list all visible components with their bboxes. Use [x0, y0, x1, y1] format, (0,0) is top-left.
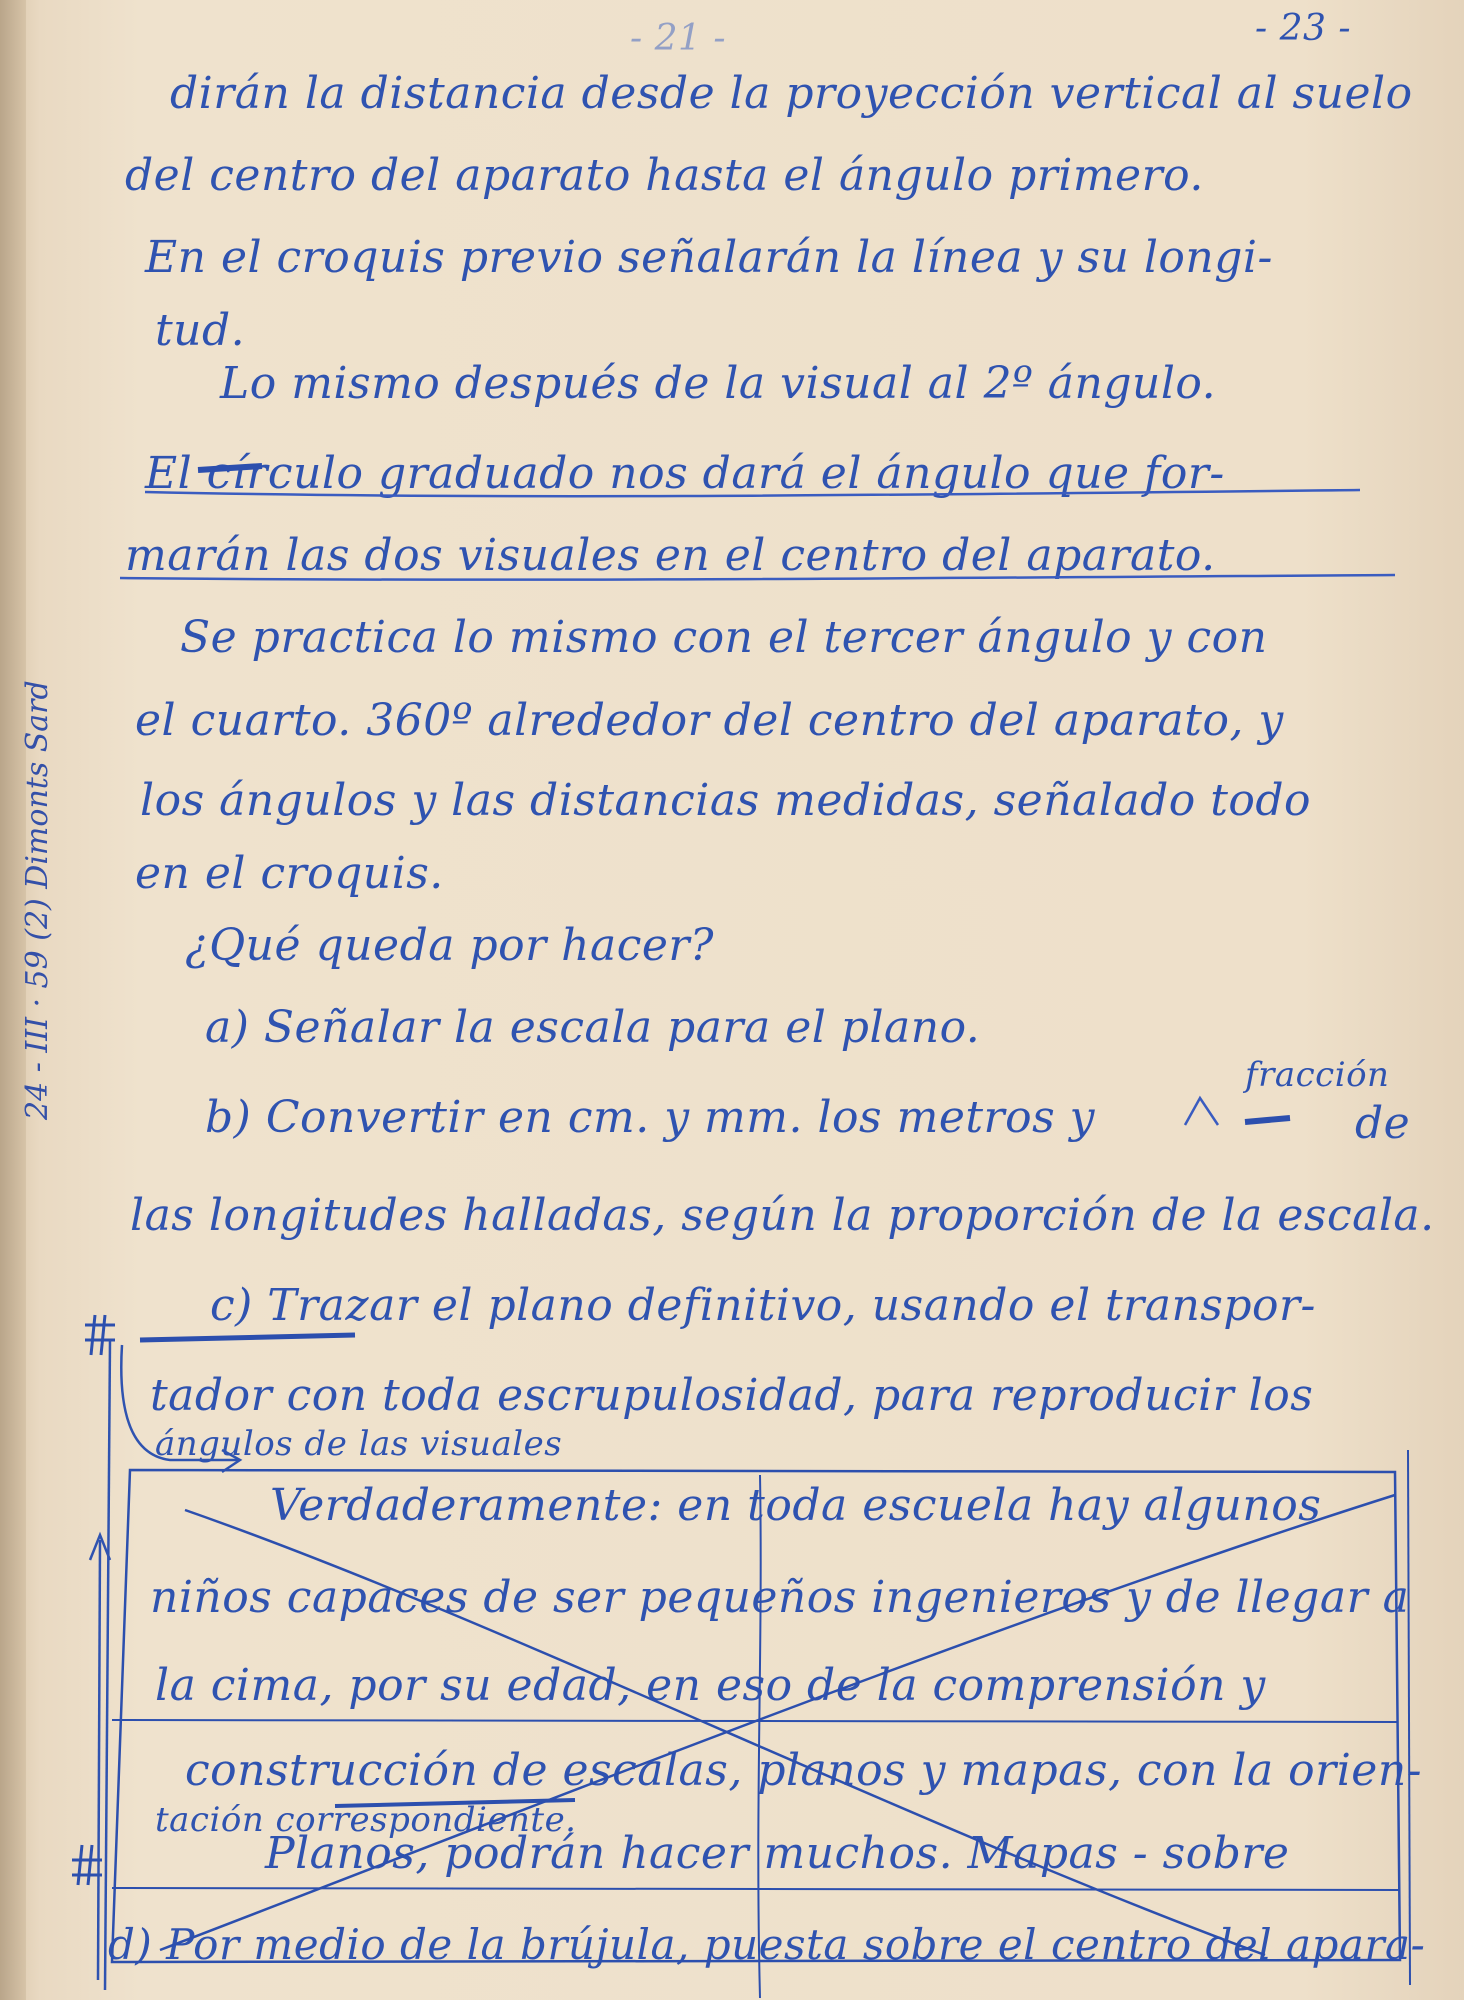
- margin-date-note: 24 - III · 59 (2) Dimonts Sard: [20, 680, 55, 1120]
- text-line: construcción de escalas, planos y mapas, con la orien-: [185, 1745, 1423, 1796]
- text-line: tación correspondiente.: [155, 1800, 577, 1840]
- cancel-box-divider: [112, 1888, 1400, 1890]
- text-line: tador con toda escrupulosidad, para reproducir los: [150, 1370, 1314, 1421]
- text-line: b) Convertir en cm. y mm. los metros y: [205, 1092, 1095, 1143]
- arrow-line: [98, 1540, 100, 1980]
- text-line: niños capaces de ser pequeños ingenieros y de llegar a: [150, 1572, 1410, 1623]
- text-line: En el croquis previo señalarán la línea y su longi-: [145, 232, 1273, 283]
- text-line: d) Por medio de la brújula, puesta sobre el centro del apara-: [108, 1920, 1426, 1969]
- text-line: ángulos de las visuales: [155, 1424, 563, 1464]
- cancel-box-divider: [758, 1475, 760, 1998]
- text-line: c) Trazar el plano definitivo, usando el transpor-: [210, 1280, 1316, 1331]
- cancel-box-divider: [1408, 1450, 1410, 1985]
- underline-mark: [145, 490, 1360, 496]
- text-line: el cuarto. 360º alrededor del centro del aparato, y: [135, 695, 1284, 746]
- strike-mark: [1245, 1118, 1290, 1122]
- text-line: ¿Qué queda por hacer?: [185, 920, 715, 971]
- text-line: Se practica lo mismo con el tercer ángulo y con: [180, 612, 1268, 663]
- text-line: del centro del aparato hasta el ángulo primero.: [125, 150, 1204, 201]
- page-number: - 23 -: [1255, 8, 1352, 49]
- strike-mark: [140, 1335, 355, 1340]
- text-line: las longitudes halladas, según la proporción de la escala.: [130, 1190, 1435, 1241]
- faded-page-number: - 21 -: [630, 18, 727, 59]
- text-line: de: [1355, 1098, 1411, 1149]
- text-line: en el croquis.: [135, 848, 444, 899]
- text-line: dirán la distancia desde la proyección vertical al suelo: [170, 68, 1413, 119]
- insertion-note: fracción: [1245, 1055, 1390, 1095]
- text-line: Verdaderamente: en toda escuela hay algunos: [270, 1480, 1322, 1531]
- text-line: la cima, por su edad, en eso de la comprensión y: [155, 1660, 1266, 1711]
- text-line: Planos, podrán hacer muchos. Mapas - sobre: [265, 1828, 1290, 1879]
- text-line: El círculo graduado nos dará el ángulo que for-: [145, 448, 1225, 499]
- underline-mark: [120, 575, 1395, 580]
- arrow-line: [121, 1345, 238, 1460]
- text-line: marán las dos visuales en el centro del aparato.: [125, 530, 1216, 581]
- text-line: los ángulos y las distancias medidas, señalado todo: [140, 775, 1312, 826]
- arrow-line: [105, 1340, 110, 1990]
- text-line: Lo mismo después de la visual al 2º ángulo.: [220, 358, 1217, 409]
- text-line: tud.: [155, 305, 246, 356]
- insertion-caret: [1185, 1098, 1218, 1125]
- strike-mark: [198, 466, 262, 470]
- text-line: a) Señalar la escala para el plano.: [205, 1002, 981, 1053]
